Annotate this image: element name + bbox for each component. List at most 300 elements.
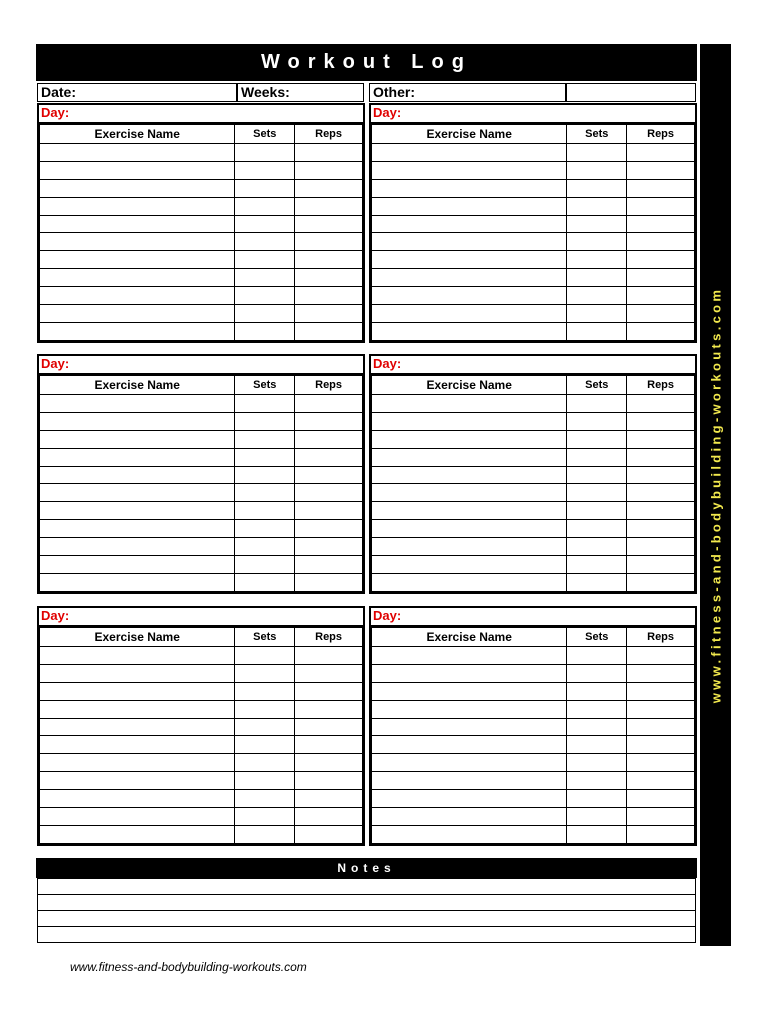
sets-cell[interactable]: [567, 682, 627, 700]
table-row: [40, 448, 363, 466]
table-row: [40, 754, 363, 772]
exercise-cell[interactable]: [40, 144, 235, 162]
exercise-cell[interactable]: [40, 790, 235, 808]
exercise-cell[interactable]: [372, 573, 567, 591]
sets-cell[interactable]: [235, 197, 295, 215]
reps-cell[interactable]: [295, 233, 363, 251]
reps-cell[interactable]: [627, 233, 695, 251]
sets-cell[interactable]: [235, 772, 295, 790]
reps-cell[interactable]: [295, 808, 363, 826]
exercise-cell[interactable]: [40, 682, 235, 700]
exercise-table: [369, 373, 697, 594]
exercise-cell[interactable]: [40, 466, 235, 484]
notes-area[interactable]: [37, 878, 696, 943]
reps-cell[interactable]: [295, 197, 363, 215]
exercise-cell[interactable]: [372, 502, 567, 520]
exercise-cell[interactable]: [372, 484, 567, 502]
notes-line[interactable]: [38, 879, 695, 895]
reps-cell[interactable]: [627, 287, 695, 305]
sets-cell[interactable]: [567, 197, 627, 215]
exercise-cell[interactable]: [372, 466, 567, 484]
table-row: [40, 573, 363, 591]
exercise-cell[interactable]: [372, 251, 567, 269]
weeks-field[interactable]: [237, 83, 364, 102]
reps-header: Reps: [295, 628, 363, 647]
reps-cell[interactable]: [295, 322, 363, 340]
reps-cell[interactable]: [627, 573, 695, 591]
exercise-cell[interactable]: [40, 233, 235, 251]
reps-cell[interactable]: [295, 664, 363, 682]
exercise-cell[interactable]: [372, 556, 567, 574]
reps-cell[interactable]: [295, 305, 363, 323]
exercise-cell[interactable]: [40, 448, 235, 466]
reps-cell[interactable]: [295, 287, 363, 305]
sets-cell[interactable]: [235, 825, 295, 843]
reps-cell[interactable]: [627, 825, 695, 843]
sets-cell[interactable]: [567, 448, 627, 466]
reps-cell[interactable]: [627, 197, 695, 215]
exercise-cell[interactable]: [372, 718, 567, 736]
reps-cell[interactable]: [295, 682, 363, 700]
exercise-cell[interactable]: [372, 520, 567, 538]
exercise-cell[interactable]: [40, 322, 235, 340]
sets-cell[interactable]: [235, 430, 295, 448]
sets-cell[interactable]: [567, 573, 627, 591]
reps-cell[interactable]: [627, 269, 695, 287]
day-label[interactable]: Day:: [37, 606, 365, 625]
exercise-cell[interactable]: [40, 538, 235, 556]
table-row: [372, 197, 695, 215]
reps-cell[interactable]: [295, 700, 363, 718]
table-row: [372, 430, 695, 448]
reps-cell[interactable]: [627, 647, 695, 665]
table-row: [40, 700, 363, 718]
reps-cell[interactable]: [295, 448, 363, 466]
table-row: [372, 448, 695, 466]
sets-cell[interactable]: [567, 251, 627, 269]
table-row: [40, 412, 363, 430]
table-row: [372, 305, 695, 323]
side-banner: [700, 44, 731, 946]
reps-cell[interactable]: [627, 305, 695, 323]
exercise-table: [37, 373, 365, 594]
exercise-cell[interactable]: [372, 144, 567, 162]
exercise-cell[interactable]: [40, 772, 235, 790]
sets-cell[interactable]: [567, 269, 627, 287]
table-row: [40, 520, 363, 538]
table-row: [40, 772, 363, 790]
exercise-name-header: Exercise Name: [40, 125, 235, 144]
sets-cell[interactable]: [235, 556, 295, 574]
table-row: [372, 664, 695, 682]
table-row: [372, 161, 695, 179]
table-row: [40, 233, 363, 251]
table-row: [40, 664, 363, 682]
reps-cell[interactable]: [627, 322, 695, 340]
exercise-cell[interactable]: [40, 179, 235, 197]
table-row: [372, 556, 695, 574]
reps-cell[interactable]: [295, 412, 363, 430]
sets-cell[interactable]: [567, 466, 627, 484]
table-row: [372, 538, 695, 556]
table-row: [40, 269, 363, 287]
sets-cell[interactable]: [235, 484, 295, 502]
exercise-cell[interactable]: [372, 825, 567, 843]
day-panel: [37, 606, 365, 855]
reps-cell[interactable]: [295, 772, 363, 790]
exercise-cell[interactable]: [372, 754, 567, 772]
reps-cell[interactable]: [295, 538, 363, 556]
sets-header: Sets: [567, 376, 627, 395]
reps-cell[interactable]: [627, 754, 695, 772]
reps-cell[interactable]: [627, 790, 695, 808]
reps-cell[interactable]: [627, 736, 695, 754]
sets-cell[interactable]: [567, 430, 627, 448]
exercise-table: [369, 625, 697, 846]
sets-cell[interactable]: [235, 179, 295, 197]
reps-cell[interactable]: [627, 430, 695, 448]
sets-cell[interactable]: [235, 395, 295, 413]
sets-cell[interactable]: [567, 825, 627, 843]
reps-header: Reps: [627, 628, 695, 647]
sets-cell[interactable]: [567, 718, 627, 736]
table-row: [40, 287, 363, 305]
exercise-cell[interactable]: [40, 556, 235, 574]
exercise-cell[interactable]: [372, 448, 567, 466]
sets-cell[interactable]: [235, 466, 295, 484]
reps-cell[interactable]: [295, 161, 363, 179]
exercise-cell[interactable]: [372, 538, 567, 556]
date-label: Date:: [41, 84, 77, 100]
sets-cell[interactable]: [235, 573, 295, 591]
exercise-cell[interactable]: [40, 412, 235, 430]
day-label[interactable]: Day:: [37, 354, 365, 373]
exercise-name-header: Exercise Name: [372, 125, 567, 144]
reps-cell[interactable]: [295, 466, 363, 484]
exercise-cell[interactable]: [40, 664, 235, 682]
sets-cell[interactable]: [567, 556, 627, 574]
reps-cell[interactable]: [627, 682, 695, 700]
day-panel: [369, 606, 697, 855]
reps-cell[interactable]: [627, 718, 695, 736]
sets-cell[interactable]: [235, 754, 295, 772]
table-row: [372, 825, 695, 843]
table-row: [40, 736, 363, 754]
reps-cell[interactable]: [295, 395, 363, 413]
sets-cell[interactable]: [567, 790, 627, 808]
sets-cell[interactable]: [567, 305, 627, 323]
sets-cell[interactable]: [567, 161, 627, 179]
table-row: [372, 790, 695, 808]
exercise-cell[interactable]: [372, 412, 567, 430]
reps-cell[interactable]: [627, 700, 695, 718]
exercise-cell[interactable]: [372, 736, 567, 754]
exercise-cell[interactable]: [372, 682, 567, 700]
exercise-cell[interactable]: [372, 772, 567, 790]
exercise-cell[interactable]: [40, 269, 235, 287]
reps-cell[interactable]: [627, 251, 695, 269]
day-label[interactable]: Day:: [369, 606, 697, 625]
reps-cell[interactable]: [295, 251, 363, 269]
sets-cell[interactable]: [235, 215, 295, 233]
table-row: [372, 466, 695, 484]
exercise-cell[interactable]: [40, 520, 235, 538]
reps-header: Reps: [627, 125, 695, 144]
table-row: [372, 215, 695, 233]
reps-cell[interactable]: [627, 556, 695, 574]
table-row: [40, 556, 363, 574]
day-panel: [369, 103, 697, 352]
exercise-cell[interactable]: [372, 664, 567, 682]
reps-cell[interactable]: [295, 736, 363, 754]
reps-cell[interactable]: [295, 484, 363, 502]
table-row: [372, 269, 695, 287]
reps-cell[interactable]: [627, 144, 695, 162]
reps-cell[interactable]: [627, 808, 695, 826]
day-label[interactable]: Day:: [369, 354, 697, 373]
sets-cell[interactable]: [567, 502, 627, 520]
exercise-cell[interactable]: [40, 430, 235, 448]
exercise-cell[interactable]: [40, 287, 235, 305]
sets-cell[interactable]: [235, 322, 295, 340]
reps-cell[interactable]: [295, 430, 363, 448]
exercise-cell[interactable]: [372, 161, 567, 179]
day-panel: [37, 354, 365, 603]
sets-cell[interactable]: [235, 682, 295, 700]
table-row: [372, 287, 695, 305]
sets-cell[interactable]: [567, 538, 627, 556]
table-row: [40, 215, 363, 233]
table-row: [372, 718, 695, 736]
reps-header: Reps: [295, 125, 363, 144]
sets-cell[interactable]: [567, 233, 627, 251]
exercise-cell[interactable]: [40, 161, 235, 179]
reps-cell[interactable]: [627, 179, 695, 197]
exercise-cell[interactable]: [40, 754, 235, 772]
sets-cell[interactable]: [235, 790, 295, 808]
exercise-cell[interactable]: [372, 233, 567, 251]
reps-cell[interactable]: [295, 754, 363, 772]
exercise-table: [37, 625, 365, 846]
sets-cell[interactable]: [567, 754, 627, 772]
sets-cell[interactable]: [235, 305, 295, 323]
reps-cell[interactable]: [627, 772, 695, 790]
table-row: [372, 484, 695, 502]
sets-header: Sets: [235, 376, 295, 395]
notes-line[interactable]: [38, 895, 695, 911]
sets-cell[interactable]: [235, 448, 295, 466]
sets-cell[interactable]: [235, 664, 295, 682]
exercise-table: [37, 122, 365, 343]
exercise-cell[interactable]: [372, 395, 567, 413]
table-row: [40, 179, 363, 197]
table-row: [40, 322, 363, 340]
table-row: [372, 808, 695, 826]
table-row: [372, 700, 695, 718]
exercise-cell[interactable]: [372, 808, 567, 826]
exercise-cell[interactable]: [372, 790, 567, 808]
reps-cell[interactable]: [627, 412, 695, 430]
table-row: [372, 520, 695, 538]
sets-cell[interactable]: [235, 700, 295, 718]
reps-cell[interactable]: [295, 144, 363, 162]
day-panel: [369, 354, 697, 603]
table-row: [40, 466, 363, 484]
table-row: [372, 736, 695, 754]
sets-cell[interactable]: [567, 664, 627, 682]
exercise-cell[interactable]: [40, 647, 235, 665]
table-row: [40, 825, 363, 843]
sets-cell[interactable]: [567, 484, 627, 502]
table-row: [40, 808, 363, 826]
sets-cell[interactable]: [567, 647, 627, 665]
sets-cell[interactable]: [235, 538, 295, 556]
table-row: [372, 682, 695, 700]
sets-cell[interactable]: [235, 269, 295, 287]
table-row: [40, 395, 363, 413]
reps-cell[interactable]: [627, 664, 695, 682]
sets-cell[interactable]: [235, 287, 295, 305]
reps-cell[interactable]: [295, 790, 363, 808]
reps-cell[interactable]: [627, 395, 695, 413]
reps-cell[interactable]: [627, 448, 695, 466]
table-row: [372, 502, 695, 520]
reps-cell[interactable]: [295, 215, 363, 233]
reps-cell[interactable]: [295, 556, 363, 574]
weeks-label: Weeks:: [241, 84, 290, 100]
sets-header: Sets: [567, 125, 627, 144]
table-row: [372, 144, 695, 162]
day-label[interactable]: Day:: [37, 103, 365, 122]
reps-cell[interactable]: [627, 484, 695, 502]
exercise-name-header: Exercise Name: [40, 628, 235, 647]
reps-cell[interactable]: [627, 520, 695, 538]
sets-cell[interactable]: [235, 647, 295, 665]
sets-cell[interactable]: [567, 736, 627, 754]
table-row: [40, 305, 363, 323]
exercise-name-header: Exercise Name: [40, 376, 235, 395]
exercise-cell[interactable]: [372, 179, 567, 197]
sets-header: Sets: [567, 628, 627, 647]
exercise-cell[interactable]: [40, 808, 235, 826]
reps-cell[interactable]: [295, 520, 363, 538]
exercise-cell[interactable]: [40, 251, 235, 269]
table-row: [40, 538, 363, 556]
exercise-cell[interactable]: [40, 395, 235, 413]
reps-cell[interactable]: [295, 573, 363, 591]
notes-line[interactable]: [38, 911, 695, 927]
table-row: [372, 412, 695, 430]
exercise-cell[interactable]: [40, 502, 235, 520]
footer-url: www.fitness-and-bodybuilding-workouts.com: [70, 960, 307, 974]
sets-cell[interactable]: [235, 233, 295, 251]
sets-cell[interactable]: [235, 161, 295, 179]
exercise-cell[interactable]: [40, 215, 235, 233]
sets-cell[interactable]: [235, 251, 295, 269]
sets-cell[interactable]: [567, 322, 627, 340]
sets-cell[interactable]: [235, 502, 295, 520]
page-title: Workout Log: [36, 44, 697, 81]
sets-cell[interactable]: [567, 179, 627, 197]
sets-cell[interactable]: [235, 718, 295, 736]
day-label[interactable]: Day:: [369, 103, 697, 122]
exercise-cell[interactable]: [372, 322, 567, 340]
exercise-cell[interactable]: [40, 305, 235, 323]
sets-cell[interactable]: [567, 395, 627, 413]
reps-cell[interactable]: [295, 825, 363, 843]
exercise-name-header: Exercise Name: [372, 628, 567, 647]
exercise-cell[interactable]: [372, 215, 567, 233]
table-row: [40, 144, 363, 162]
sets-cell[interactable]: [567, 287, 627, 305]
exercise-cell[interactable]: [40, 573, 235, 591]
sets-header: Sets: [235, 628, 295, 647]
exercise-cell[interactable]: [40, 736, 235, 754]
reps-cell[interactable]: [627, 538, 695, 556]
exercise-cell[interactable]: [372, 197, 567, 215]
exercise-cell[interactable]: [40, 718, 235, 736]
reps-cell[interactable]: [627, 502, 695, 520]
reps-cell[interactable]: [627, 215, 695, 233]
sets-cell[interactable]: [567, 700, 627, 718]
sets-cell[interactable]: [235, 808, 295, 826]
sets-cell[interactable]: [567, 772, 627, 790]
table-row: [40, 197, 363, 215]
exercise-cell[interactable]: [372, 305, 567, 323]
reps-cell[interactable]: [295, 269, 363, 287]
reps-cell[interactable]: [627, 161, 695, 179]
exercise-cell[interactable]: [40, 197, 235, 215]
sets-header: Sets: [235, 125, 295, 144]
exercise-table: [369, 122, 697, 343]
reps-header: Reps: [627, 376, 695, 395]
table-row: [372, 395, 695, 413]
reps-cell[interactable]: [295, 179, 363, 197]
reps-cell[interactable]: [295, 647, 363, 665]
sets-cell[interactable]: [567, 144, 627, 162]
sets-cell[interactable]: [235, 144, 295, 162]
other-value-field[interactable]: [566, 83, 696, 102]
other-field[interactable]: [369, 83, 566, 102]
exercise-cell[interactable]: [372, 287, 567, 305]
exercise-cell[interactable]: [40, 825, 235, 843]
exercise-cell[interactable]: [372, 269, 567, 287]
sets-cell[interactable]: [567, 808, 627, 826]
sets-cell[interactable]: [235, 520, 295, 538]
table-row: [40, 484, 363, 502]
table-row: [372, 251, 695, 269]
table-row: [372, 754, 695, 772]
sets-cell[interactable]: [235, 412, 295, 430]
exercise-cell[interactable]: [372, 647, 567, 665]
exercise-cell[interactable]: [372, 430, 567, 448]
sets-cell[interactable]: [235, 736, 295, 754]
sets-cell[interactable]: [567, 215, 627, 233]
exercise-cell[interactable]: [40, 700, 235, 718]
table-row: [40, 251, 363, 269]
sets-cell[interactable]: [567, 412, 627, 430]
reps-cell[interactable]: [295, 502, 363, 520]
reps-cell[interactable]: [627, 466, 695, 484]
exercise-cell[interactable]: [40, 484, 235, 502]
sets-cell[interactable]: [567, 520, 627, 538]
exercise-cell[interactable]: [372, 700, 567, 718]
table-row: [372, 179, 695, 197]
notes-line[interactable]: [38, 927, 695, 943]
reps-cell[interactable]: [295, 718, 363, 736]
date-field[interactable]: [37, 83, 237, 102]
table-row: [372, 233, 695, 251]
